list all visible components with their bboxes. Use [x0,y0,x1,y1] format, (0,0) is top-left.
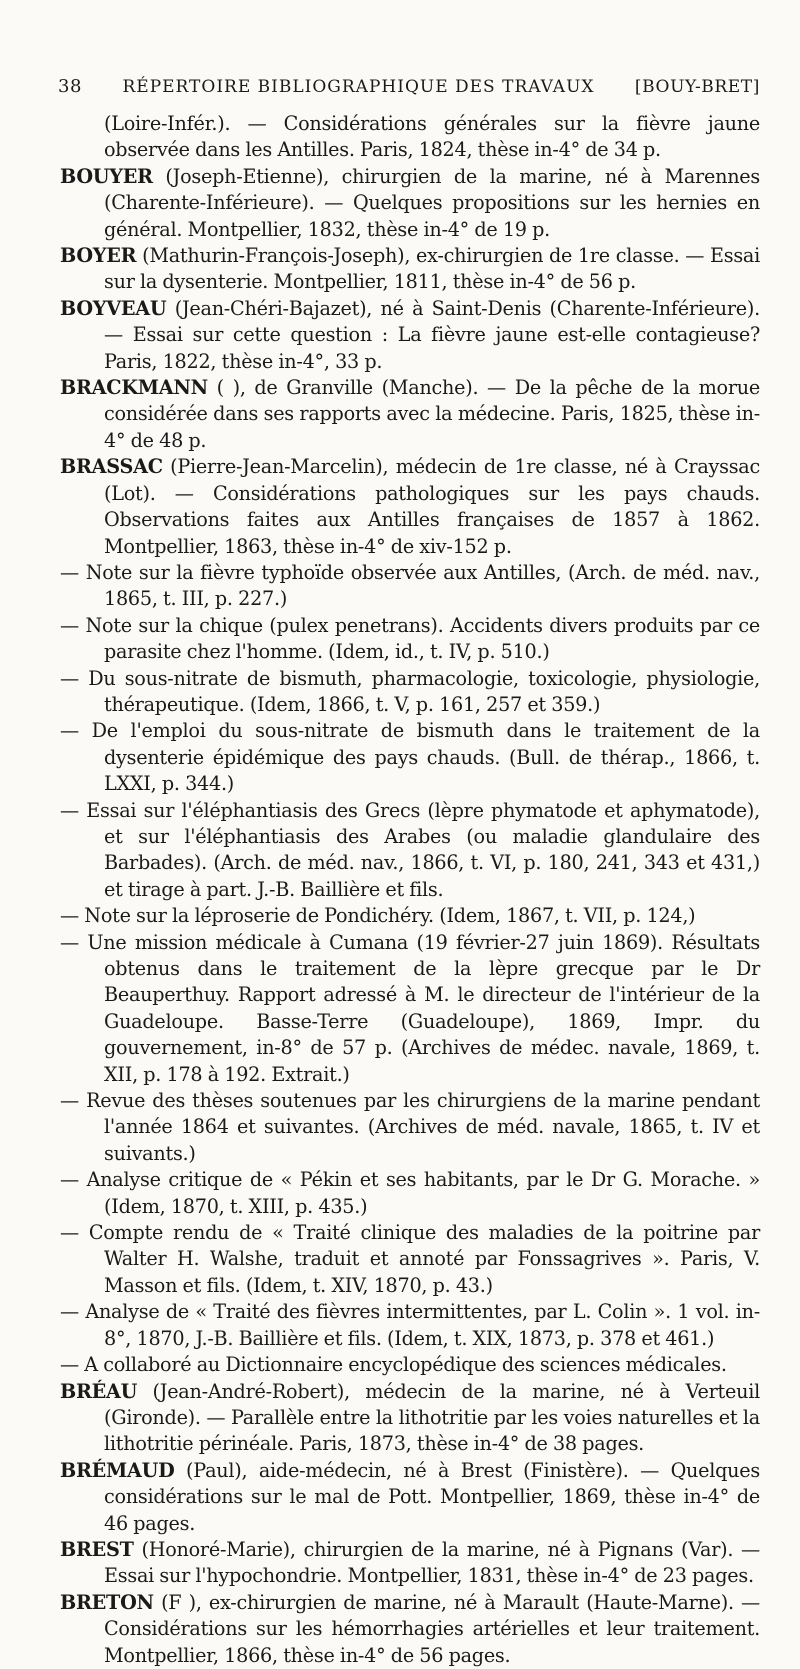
running-header [58,76,760,97]
entry-text: (Jean-Chéri-Bajazet), né à Saint-Denis (Charente-Inférieure). — Essai sur cette question : La fièvre jaune est-elle contagieuse? Paris, 1822, thèse in-4°, 33 p. [104,296,760,373]
entry-text: (Paul), aide-médecin, né à Brest (Finistère). — Quelques considérations sur le mal de Pott. Montpellier, 1869, thèse in-4° de 46 pages. [104,1458,760,1535]
author-name: BOYVEAU [60,296,167,320]
author-name: BRÉMAUD [60,1458,175,1482]
entry-text: (Joseph-Etienne), chirurgien de la marine, né à Marennes (Charente-Inférieure). — Quelques propositions sur les hernies en général. Montpellier, 1832, thèse in-4° de 19 p. [104,164,760,241]
brassac-work: — Revue des thèses soutenues par les chirurgiens de la marine pendant l'année 1864 et suivantes. (Archives de méd. navale, 1865, t. IV et suivants.) [60,1089,760,1165]
brassac-work: — De l'emploi du sous-nitrate de bismuth dans le traitement de la dysenterie épidémique des pays chauds. (Bull. de thérap., 1866, t. LXXI, p. 344.) [60,719,760,796]
brassac-work: — Du sous-nitrate de bismuth, pharmacologie, toxicologie, physiologie, thérapeutique. (Idem, 1866, t. V, p. 161, 257 et 359.) [60,666,760,716]
author-name: BRÉAU [60,1379,138,1403]
author-name: BRASSAC [60,455,163,479]
brassac-work: — A collaboré au Dictionnaire encyclopédique des sciences médicales. [60,1353,727,1377]
author-name: BOUYER [60,164,153,188]
entry-continuation: (Loire-Infér.). — Considérations générales sur la fièvre jaune observée dans les Antilles. Paris, 1824, thèse in-4° de 34 p. [104,112,760,162]
entry-boyveau [60,296,760,375]
brassac-work: — Analyse critique de « Pékin et ses habitants, par le Dr G. Morache. » (Idem, 1870, t. XIII, p. 435.) [60,1168,760,1218]
entry-brassac [60,454,760,560]
page-body [60,111,760,1669]
running-title: RÉPERTOIRE BIBLIOGRAPHIQUE DES TRAVAUX [122,77,595,97]
entry-bouyer [60,164,760,243]
brassac-work: — Note sur la léproserie de Pondichéry. (Idem, 1867, t. VII, p. 124,) [60,904,696,928]
alphabetic-range: [BOUY-BRET] [634,77,760,97]
entry-breau [60,1379,760,1458]
entry-text: (Honoré-Marie), chirurgien de la marine, né à Pignans (Var). — Essai sur l'hypochondrie. Montpellier, 1831, thèse in-4° de 23 pages. [104,1537,760,1588]
author-name: BREST [60,1537,134,1561]
entry-breton [60,1590,760,1669]
author-name: BRETON [60,1590,154,1614]
brassac-work: — Note sur la fièvre typhoïde observée aux Antilles, (Arch. de méd. nav., 1865, t. III, p. 227.) [60,560,760,611]
entry-boyer [60,243,760,296]
entry-bremaud [60,1458,760,1537]
entry-text: (F ), ex-chirurgien de marine, né à Marault (Haute-Marne). — Considérations sur les hémorrhagies artérielles et leur traitement. Montpellier, 1866, thèse in-4° de 56 pages. [104,1590,760,1667]
author-name: BOYER [60,244,137,268]
entry-text: (Mathurin-François-Joseph), ex-chirurgien de 1re classe. — Essai sur la dysenterie. Montpellier, 1811, thèse in-4° de 56 p. [104,244,760,294]
entry-brest [60,1537,760,1590]
brassac-work: — Note sur la chique (pulex penetrans). Accidents divers produits par ce parasite chez l'homme. (Idem, id., t. IV, p. 510.) [60,613,760,664]
entry-text: (Pierre-Jean-Marcelin), médecin de 1re classe, né à Crayssac (Lot). — Considérations pathologiques sur les pays chauds. Observations faites aux Antilles françaises de 1857 à 1862. Montpellier, 1863, thèse in-4° de xiv-152 p. [104,455,760,558]
page-number: 38 [58,76,83,97]
entry-brackmann [60,375,760,454]
brassac-work: — Essai sur l'éléphantiasis des Grecs (lèpre phymatode et aphymatode), et sur l'éléphantiasis des Arabes (ou maladie glandulaire des Barbades). (Arch. de méd. nav., 1866, t. VI, p. 180, 241, 343 et 431,) et tirage à part. J.-B. Baillière et fils. [60,798,760,901]
entry-text: ( ), de Granville (Manche). — De la pêche de la morue considérée dans ses rapports avec la médecine. Paris, 1825, thèse in-4° de 48 p. [104,376,760,452]
entry-text: (Jean-André-Robert), médecin de la marine, né à Verteuil (Gironde). — Parallèle entre la lithotritie par les voies naturelles et la lithotritie périnéale. Paris, 1873, thèse in-4° de 38 pages. [104,1379,760,1456]
author-name: BRACKMANN [60,376,208,400]
brassac-work: — Analyse de « Traité des fièvres intermittentes, par L. Colin ». 1 vol. in-8°, 1870, J.-B. Baillière et fils. (Idem, t. XIX, 1873, p. 378 et 461.) [60,1300,760,1350]
brassac-work: — Compte rendu de « Traité clinique des maladies de la poitrine par Walter H. Walshe, traduit et annoté par Fonssagrives ». Paris, V. Masson et fils. (Idem, t. XIV, 1870, p. 43.) [60,1221,760,1297]
brassac-work: — Une mission médicale à Cumana (19 février-27 juin 1869). Résultats obtenus dans le traitement de la lèpre grecque par le Dr Beauperthuy. Rapport adressé à M. le directeur de l'intérieur de la Guadeloupe. Basse-Terre (Guadeloupe), 1869, Impr. du gouvernement, in-8° de 57 p. (Archives de médec. navale, 1869, t. XII, p. 178 à 192. Extrait.) [60,930,760,1086]
